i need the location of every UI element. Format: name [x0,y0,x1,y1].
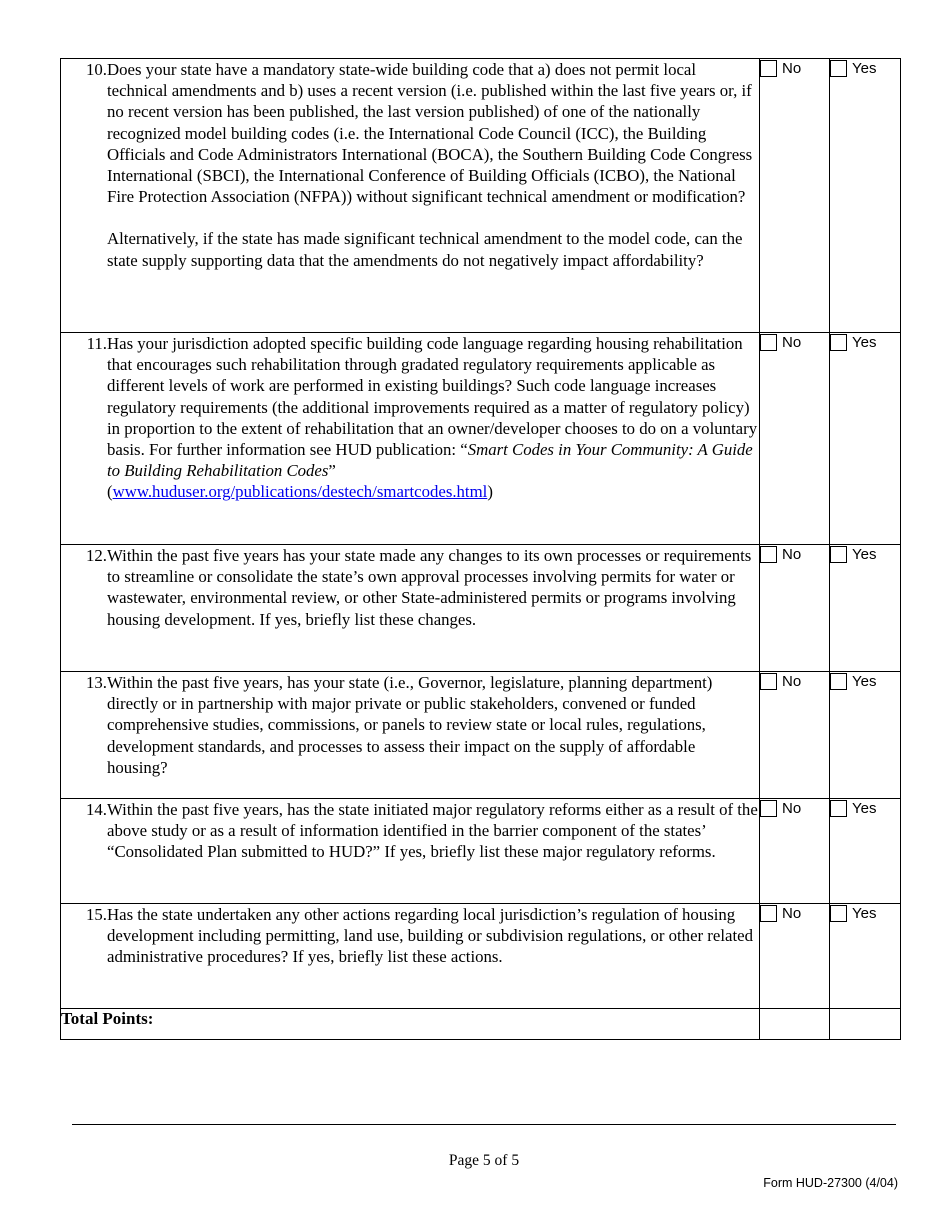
yes-label: Yes [852,60,877,77]
question-cell [61,799,760,904]
no-cell [760,545,830,672]
question-number: 10. [86,60,107,79]
page-number: Page 5 of 5 [448,1152,520,1169]
question-text: Within the past five years, has your state (i.e., Governor, legislature, planning department) directly or in partnership with major private or public stakeholders, convened or funded comprehensive studies, commissions, or panels to review state or local rules, regulations, development standards, and processes to assess their impact on the supply of affordable housing? [107,673,713,777]
question-row-10 [61,59,901,333]
question-row-11 [61,333,901,545]
yes-label: Yes [852,905,877,922]
question-cell [61,333,760,545]
question-text-main: Does your state have a mandatory state-wide building code that a) does not permit local technical amendments and b) uses a recent version (i.e. published within the last five years or, if no recent version has been published, the last version published) of one of the nationally recognized model building codes (i.e. the International Code Council (ICC), the Building Officials and Code Administrators International (BOCA), the Southern Building Code Congress International (SBCI), the International Conference of Building Officials (ICBO), the National Fire Protection Association (NFPA)) without significant technical amendment or modification? [107,60,753,207]
form-identifier: Form HUD-27300 (4/04) [763,1176,898,1190]
no-cell [760,333,830,545]
question-row-13 [61,672,901,799]
yes-cell [830,59,901,333]
yes-cell [830,672,901,799]
no-cell [760,799,830,904]
publication-title: Smart Codes in Your Community: A Guide to Building Rehabilitation Codes [107,440,753,481]
yes-checkbox[interactable] [830,905,847,922]
total-yes-cell[interactable] [830,1009,901,1040]
no-label: No [782,905,802,922]
no-checkbox[interactable] [760,673,777,690]
yes-label: Yes [852,546,877,563]
no-cell [760,59,830,333]
questions-table [60,58,901,1040]
question-text: Within the past five years has your state made any changes to its own processes or requirements to streamline or consolidate the state’s own approval processes involving permits for water or wastewater, environmental review, or other State-administered permits or programs involving housing development. If yes, briefly list these changes. [107,546,752,629]
yes-label: Yes [852,800,877,817]
question-text: Within the past five years, has the state initiated major regulatory reforms either as a result of the above study or as a result of information identified in the barrier component of the states’ “Consolidated Plan submitted to HUD?” If yes, briefly list these major regulatory reforms. [107,800,758,862]
link-close-paren: ) [487,482,493,502]
yes-cell [830,904,901,1009]
yes-cell [830,799,901,904]
total-points-label: Total Points: [61,1009,760,1040]
no-checkbox[interactable] [760,905,777,922]
question-row-15 [61,904,901,1009]
no-checkbox[interactable] [760,546,777,563]
question-row-12 [61,545,901,672]
link-open-paren: ( [107,482,113,502]
yes-checkbox[interactable] [830,673,847,690]
no-cell [760,904,830,1009]
no-checkbox[interactable] [760,334,777,351]
yes-label: Yes [852,334,877,351]
question-number: 13. [86,673,107,692]
question-text-main: Has your jurisdiction adopted specific building code language regarding housing rehabilitation that encourages such rehabilitation through gradated regulatory requirements applicable as different levels of work are performed in existing buildings? Such code language increases regulatory requirements (the additional improvements required as a matter of regulatory policy) in proportion to the extent of rehabilitation that an owner/developer chooses to do on a voluntary basis. For further information see HUD publication: “ [107,334,758,460]
question-cell [61,545,760,672]
no-label: No [782,546,802,563]
total-no-cell[interactable] [760,1009,830,1040]
question-text: Has the state undertaken any other actions regarding local jurisdiction’s regulation of housing development including permitting, land use, building or subdivision regulations, or other related administrative procedures? If yes, briefly list these actions. [107,905,753,967]
total-row [61,1009,901,1040]
question-text-alternative: Alternatively, if the state has made significant technical amendment to the model code, can the state supply supporting data that the amendments do not negatively impact affordability? [107,229,743,270]
question-text [107,59,759,271]
no-label: No [782,60,802,77]
question-number: 15. [86,905,107,924]
question-number: 14. [86,800,107,819]
yes-checkbox[interactable] [830,546,847,563]
yes-checkbox[interactable] [830,60,847,77]
no-label: No [782,673,802,690]
question-number: 12. [86,546,107,565]
question-cell [61,59,760,333]
no-cell [760,672,830,799]
no-label: No [782,334,802,351]
yes-checkbox[interactable] [830,334,847,351]
yes-cell [830,333,901,545]
question-cell [61,904,760,1009]
closing-quote: ” [328,461,336,481]
question-text [107,333,759,503]
no-checkbox[interactable] [760,60,777,77]
question-cell [61,672,760,799]
yes-cell [830,545,901,672]
huduser-link[interactable]: www.huduser.org/publications/destech/smartcodes.html [112,482,488,502]
no-label: No [782,800,802,817]
question-row-14 [61,799,901,904]
question-number: 11. [86,334,107,353]
no-checkbox[interactable] [760,800,777,817]
yes-checkbox[interactable] [830,800,847,817]
yes-label: Yes [852,673,877,690]
footer-divider [72,1124,896,1125]
